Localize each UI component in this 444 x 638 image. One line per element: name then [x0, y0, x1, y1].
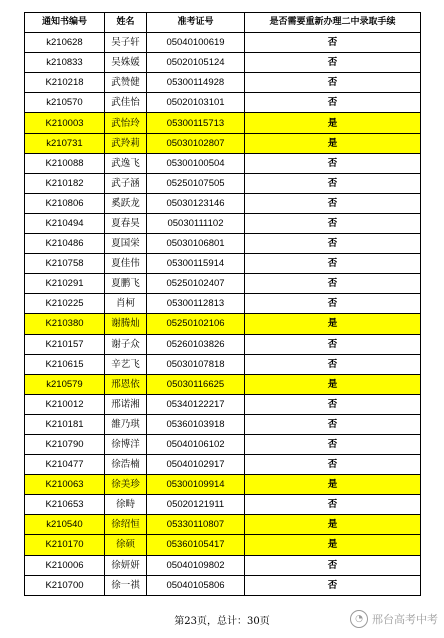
table-row [25, 53, 421, 73]
admission-table [24, 12, 421, 596]
name-cell: 徐绍恒 [105, 515, 147, 535]
table-row [25, 394, 421, 414]
header-need-reprocess: 是否需要重新办理二中录取手续 [245, 13, 421, 33]
exam-number-cell: 05250102106 [147, 314, 245, 334]
exam-number-cell: 05040109802 [147, 555, 245, 575]
table-row [25, 213, 421, 233]
need-reprocess-cell: 否 [245, 414, 421, 434]
notice-number-cell: K210218 [25, 73, 105, 93]
name-cell: 吴子轩 [105, 33, 147, 53]
need-reprocess-cell: 否 [245, 73, 421, 93]
exam-number-cell: 05040106102 [147, 434, 245, 454]
need-reprocess-cell: 否 [245, 274, 421, 294]
need-reprocess-cell: 否 [245, 173, 421, 193]
exam-number-cell: 05040102917 [147, 455, 245, 475]
table-row [25, 475, 421, 495]
table-row [25, 334, 421, 354]
name-cell: 徐畤 [105, 495, 147, 515]
notice-number-cell: K210477 [25, 455, 105, 475]
notice-number-cell: K210003 [25, 113, 105, 133]
need-reprocess-cell: 否 [245, 555, 421, 575]
table-row [25, 535, 421, 555]
need-reprocess-cell: 否 [245, 93, 421, 113]
exam-number-cell: 05020103101 [147, 93, 245, 113]
table-row [25, 93, 421, 113]
need-reprocess-cell: 否 [245, 334, 421, 354]
need-reprocess-cell: 是 [245, 535, 421, 555]
exam-number-cell: 05030102807 [147, 133, 245, 153]
notice-number-cell: K210806 [25, 193, 105, 213]
table-row [25, 294, 421, 314]
exam-number-cell: 05040100619 [147, 33, 245, 53]
table-row [25, 555, 421, 575]
notice-number-cell: K210182 [25, 173, 105, 193]
exam-number-cell: 05030123146 [147, 193, 245, 213]
need-reprocess-cell: 否 [245, 53, 421, 73]
name-cell: 夏春昊 [105, 213, 147, 233]
need-reprocess-cell: 否 [245, 394, 421, 414]
notice-number-cell: K210653 [25, 495, 105, 515]
name-cell: 谢子众 [105, 334, 147, 354]
name-cell: 徐浩楠 [105, 455, 147, 475]
need-reprocess-cell: 否 [245, 213, 421, 233]
need-reprocess-cell: 否 [245, 193, 421, 213]
table-header-row [25, 13, 421, 33]
name-cell: 夏国栄 [105, 234, 147, 254]
need-reprocess-cell: 否 [245, 575, 421, 595]
need-reprocess-cell: 否 [245, 495, 421, 515]
notice-number-cell: K210012 [25, 394, 105, 414]
name-cell: 吴姝媛 [105, 53, 147, 73]
table-row [25, 434, 421, 454]
notice-number-cell: k210540 [25, 515, 105, 535]
name-cell: 肖柯 [105, 294, 147, 314]
name-cell: 徐妍妍 [105, 555, 147, 575]
notice-number-cell: K210291 [25, 274, 105, 294]
notice-number-cell: K210790 [25, 434, 105, 454]
need-reprocess-cell: 否 [245, 234, 421, 254]
table-row [25, 354, 421, 374]
table-row [25, 153, 421, 173]
table-row [25, 254, 421, 274]
table-row [25, 575, 421, 595]
wechat-icon: ◔ [350, 610, 368, 628]
table-row [25, 374, 421, 394]
exam-number-cell: 05300114928 [147, 73, 245, 93]
name-cell: 武羚莉 [105, 133, 147, 153]
notice-number-cell: K210225 [25, 294, 105, 314]
need-reprocess-cell: 否 [245, 294, 421, 314]
exam-number-cell: 05300115914 [147, 254, 245, 274]
need-reprocess-cell: 否 [245, 455, 421, 475]
notice-number-cell: K210615 [25, 354, 105, 374]
need-reprocess-cell: 是 [245, 314, 421, 334]
name-cell: 武赞健 [105, 73, 147, 93]
table-row [25, 113, 421, 133]
notice-number-cell: K210170 [25, 535, 105, 555]
exam-number-cell: 05260103826 [147, 334, 245, 354]
name-cell: 徐博洋 [105, 434, 147, 454]
name-cell: 雒乃琪 [105, 414, 147, 434]
exam-number-cell: 05330110807 [147, 515, 245, 535]
table-row [25, 193, 421, 213]
table-row [25, 173, 421, 193]
name-cell: 徐硕 [105, 535, 147, 555]
notice-number-cell: K210181 [25, 414, 105, 434]
exam-number-cell: 05300100504 [147, 153, 245, 173]
exam-number-cell: 05300109914 [147, 475, 245, 495]
name-cell: 夏鹏飞 [105, 274, 147, 294]
table-row [25, 414, 421, 434]
watermark [350, 608, 438, 630]
notice-number-cell: k210579 [25, 374, 105, 394]
notice-number-cell: K210380 [25, 314, 105, 334]
table-row [25, 314, 421, 334]
exam-number-cell: 05030116625 [147, 374, 245, 394]
need-reprocess-cell: 是 [245, 475, 421, 495]
exam-number-cell: 05300115713 [147, 113, 245, 133]
notice-number-cell: k210731 [25, 133, 105, 153]
need-reprocess-cell: 否 [245, 33, 421, 53]
notice-number-cell: K210494 [25, 213, 105, 233]
exam-number-cell: 05020105124 [147, 53, 245, 73]
notice-number-cell: K210700 [25, 575, 105, 595]
exam-number-cell: 05030111102 [147, 213, 245, 233]
notice-number-cell: K210758 [25, 254, 105, 274]
notice-number-cell: k210570 [25, 93, 105, 113]
exam-number-cell: 05250102407 [147, 274, 245, 294]
need-reprocess-cell: 否 [245, 254, 421, 274]
name-cell: 夏佳伟 [105, 254, 147, 274]
notice-number-cell: k210833 [25, 53, 105, 73]
table-row [25, 33, 421, 53]
watermark-text: 邢台高考中考 [372, 613, 438, 626]
table-row [25, 274, 421, 294]
need-reprocess-cell: 是 [245, 515, 421, 535]
table-row [25, 515, 421, 535]
name-cell: 武子涵 [105, 173, 147, 193]
exam-number-cell: 05340122217 [147, 394, 245, 414]
header-notice-number: 通知书编号 [25, 13, 105, 33]
page-footer: 第23页，总计：30页 [174, 616, 270, 627]
exam-number-cell: 05250107505 [147, 173, 245, 193]
exam-number-cell: 05360105417 [147, 535, 245, 555]
need-reprocess-cell: 否 [245, 354, 421, 374]
name-cell: 辛艺飞 [105, 354, 147, 374]
notice-number-cell: K210006 [25, 555, 105, 575]
notice-number-cell: K210157 [25, 334, 105, 354]
name-cell: 武怡玲 [105, 113, 147, 133]
name-cell: 奚跃龙 [105, 193, 147, 213]
need-reprocess-cell: 是 [245, 133, 421, 153]
need-reprocess-cell: 是 [245, 374, 421, 394]
name-cell: 邢恩依 [105, 374, 147, 394]
notice-number-cell: k210628 [25, 33, 105, 53]
exam-number-cell: 05030107818 [147, 354, 245, 374]
notice-number-cell: K210088 [25, 153, 105, 173]
table-row [25, 455, 421, 475]
exam-number-cell: 05360103918 [147, 414, 245, 434]
table-row [25, 234, 421, 254]
need-reprocess-cell: 否 [245, 153, 421, 173]
notice-number-cell: K210486 [25, 234, 105, 254]
exam-number-cell: 05040105806 [147, 575, 245, 595]
table-row [25, 133, 421, 153]
name-cell: 武逸飞 [105, 153, 147, 173]
name-cell: 武佳怡 [105, 93, 147, 113]
name-cell: 徐一祺 [105, 575, 147, 595]
exam-number-cell: 05020121911 [147, 495, 245, 515]
need-reprocess-cell: 否 [245, 434, 421, 454]
header-name: 姓名 [105, 13, 147, 33]
name-cell: 邢诺湘 [105, 394, 147, 414]
name-cell: 谢腾灿 [105, 314, 147, 334]
need-reprocess-cell: 是 [245, 113, 421, 133]
notice-number-cell: K210063 [25, 475, 105, 495]
exam-number-cell: 05030106801 [147, 234, 245, 254]
name-cell: 徐美珍 [105, 475, 147, 495]
header-exam-number: 准考证号 [147, 13, 245, 33]
table-row [25, 73, 421, 93]
table-row [25, 495, 421, 515]
exam-number-cell: 05300112813 [147, 294, 245, 314]
